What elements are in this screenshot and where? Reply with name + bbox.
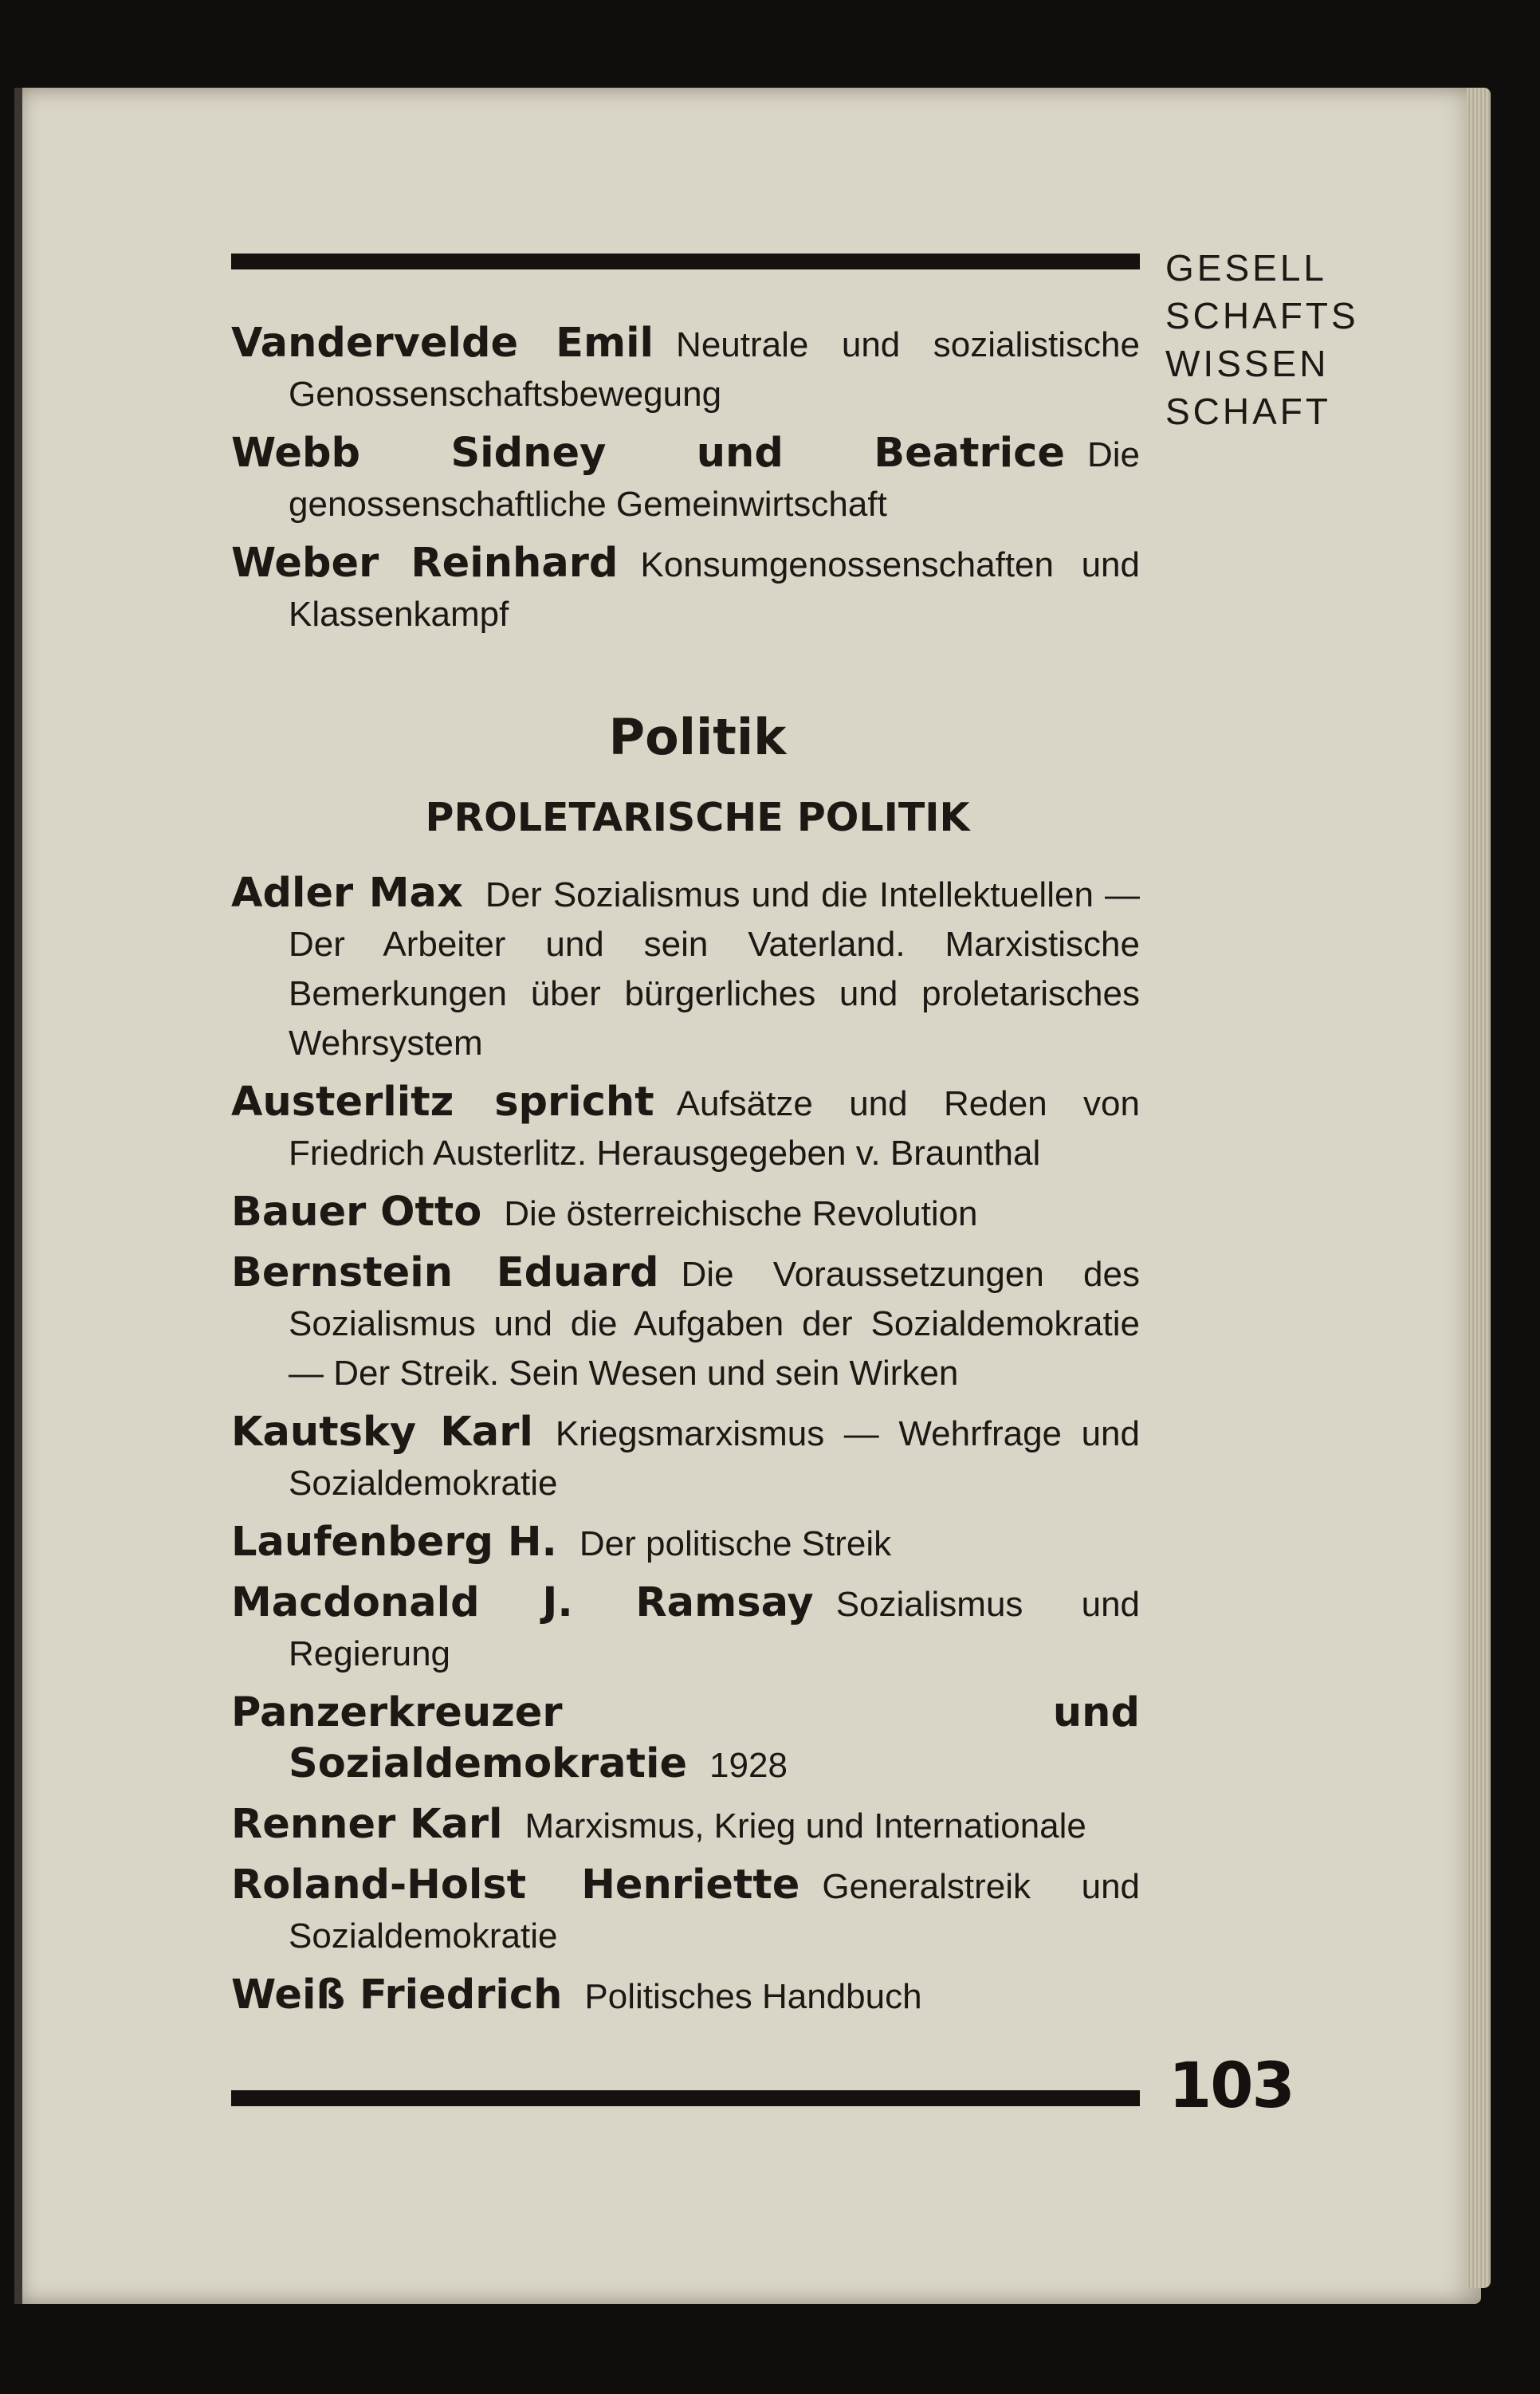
entry-title: Politisches Handbuch	[584, 1977, 922, 2016]
bibliography-entry	[231, 429, 1140, 529]
book-gutter	[14, 88, 22, 2304]
entry-title: 1928	[709, 1746, 788, 1785]
section-heading: Politik	[608, 708, 787, 766]
entry-author: Austerlitz spricht	[231, 1079, 654, 1126]
entry-title: Der politische Streik	[579, 1524, 892, 1563]
bibliography-entry	[231, 1971, 1140, 2022]
entry-title: Neutrale und sozialistische Genossenschaftsbewegung	[289, 325, 1140, 414]
entry-title: Konsumgenossenschaften und Klassenkampf	[289, 545, 1140, 634]
page-edges	[1467, 88, 1491, 2288]
entry-author: Panzerkreuzer und Sozialdemokratie	[231, 1689, 1140, 1787]
entry-author: Renner Karl	[231, 1801, 503, 1848]
entry-author: Laufenberg H.	[231, 1519, 557, 1566]
entry-title: Generalstreik und Sozialdemokratie	[289, 1867, 1141, 1956]
bottom-rule	[231, 2090, 1140, 2106]
bibliography-entry	[231, 319, 1140, 419]
entry-author: Weber Reinhard	[231, 540, 619, 587]
entry-author: Bernstein Eduard	[231, 1249, 659, 1296]
entry-author: Macdonald J. Ramsay	[231, 1579, 814, 1626]
bibliography-entry	[231, 1800, 1140, 1851]
top-rule	[231, 254, 1140, 269]
section-label-line: WISSEN	[1165, 343, 1330, 384]
page-number: 103	[1169, 2050, 1294, 2122]
entry-title: Sozialismus und Regierung	[289, 1585, 1141, 1673]
entry-author: Vandervelde Emil	[231, 320, 654, 367]
entry-title: Die Voraussetzungen des Sozialismus und die Aufgaben der Sozialdemokratie — Der Streik. Sein Wesen und sein Wirken	[289, 1255, 1140, 1393]
bibliography-entry	[231, 1578, 1140, 1679]
bibliography-entry	[231, 1078, 1140, 1178]
entry-title: Die österreichische Revolution	[504, 1194, 978, 1233]
entry-author: Webb Sidney und Beatrice	[231, 430, 1065, 477]
entry-title: Marxismus, Krieg und Internationale	[524, 1806, 1086, 1846]
section-label	[1165, 244, 1357, 435]
entry-author: Bauer Otto	[231, 1189, 482, 1236]
bibliography-entry	[231, 1188, 1140, 1239]
section-label-line: SCHAFT	[1165, 391, 1331, 432]
entry-author: Roland-Holst Henriette	[231, 1861, 800, 1909]
section-subheading: PROLETARISCHE POLITIK	[425, 795, 970, 840]
entry-title: Die genossenschaftliche Gemeinwirtschaft	[289, 435, 1140, 524]
entry-title: Kriegsmarxismus — Wehrfrage und Sozialdemokratie	[289, 1414, 1140, 1503]
section-label-line: SCHAFTS	[1165, 295, 1359, 336]
bibliography-entry	[231, 1248, 1140, 1398]
bibliography-entry	[231, 1408, 1140, 1508]
bibliography-entry	[231, 869, 1140, 1068]
bibliography-entry	[231, 1518, 1140, 1569]
entry-author: Adler Max	[231, 870, 463, 917]
bibliography-entry	[231, 1861, 1140, 1961]
page-content	[231, 319, 1140, 2031]
entry-author: Weiß Friedrich	[231, 1971, 563, 2019]
entry-title: Aufsätze und Reden von Friedrich Austerlitz. Herausgegeben v. Braunthal	[289, 1084, 1140, 1173]
entry-author: Kautsky Karl	[231, 1409, 533, 1456]
bibliography-entry	[231, 1688, 1140, 1791]
bibliography-entry	[231, 539, 1140, 639]
entry-title: Der Sozialismus und die Intellektuellen — Der Arbeiter und sein Vaterland. Marxistische Bemerkungen über bürgerliches und proletarisches Wehrsystem	[289, 875, 1140, 1063]
section-label-line: GESELL	[1165, 247, 1327, 289]
